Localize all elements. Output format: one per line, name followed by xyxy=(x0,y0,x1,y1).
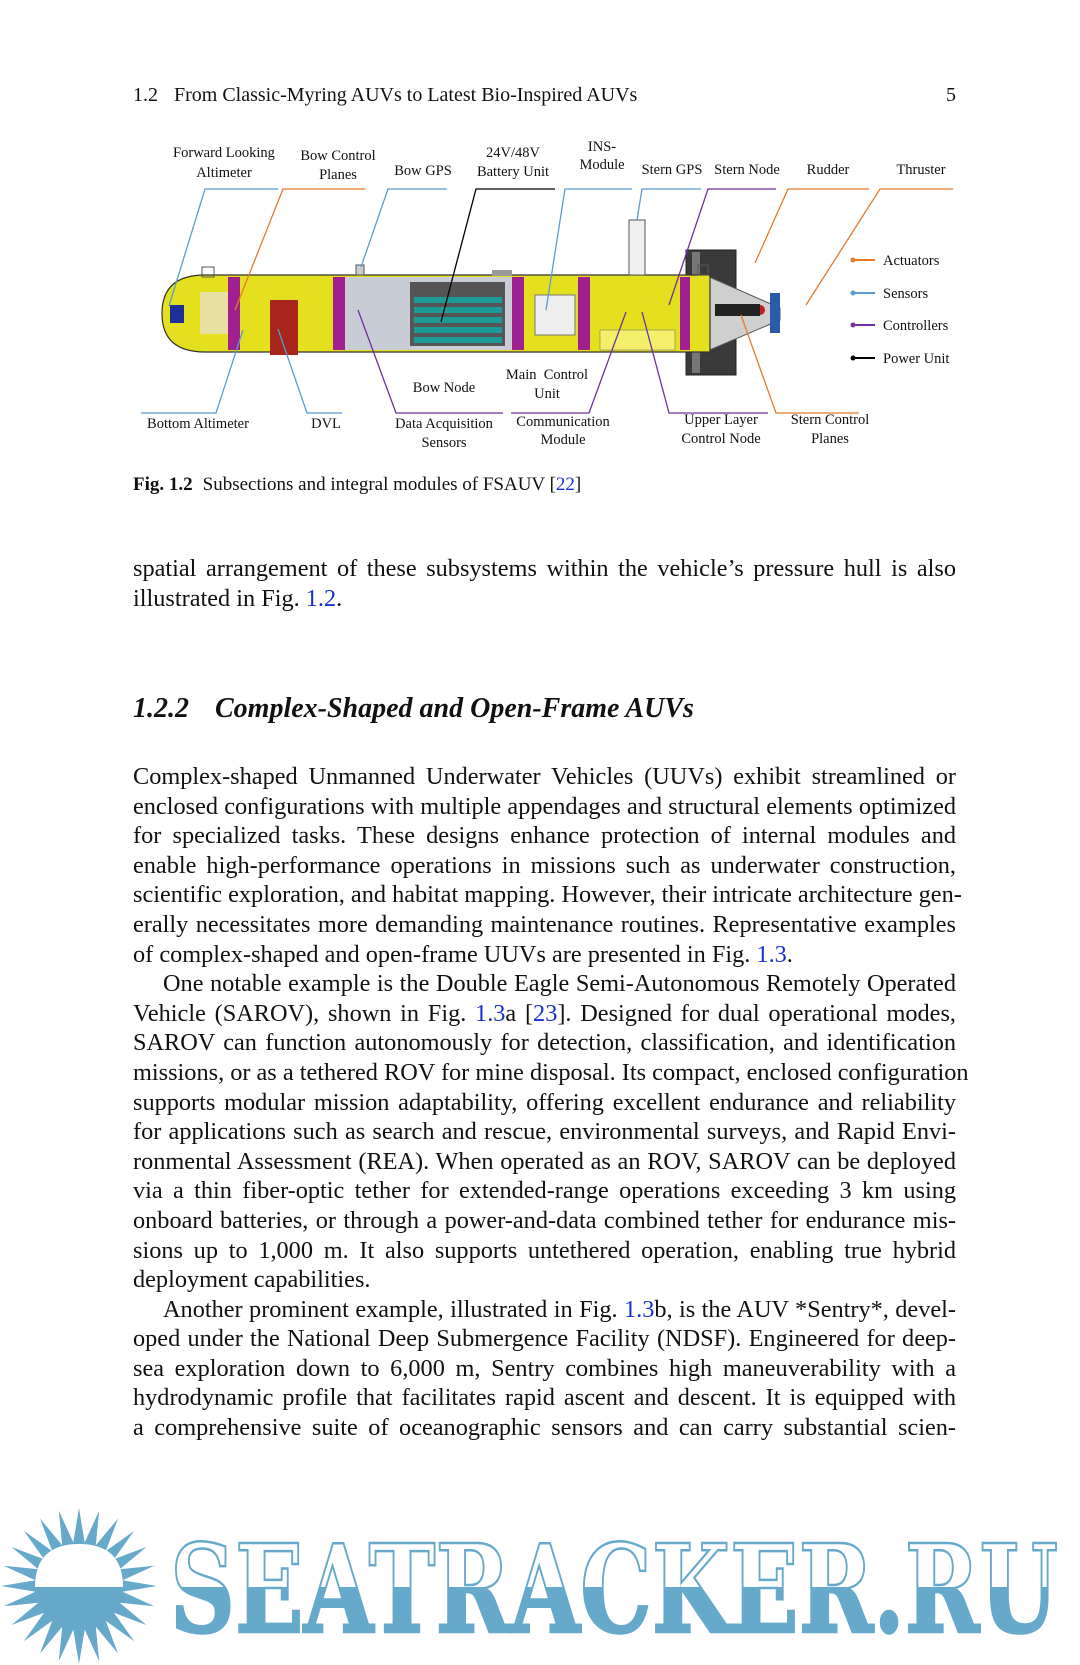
text-line xyxy=(133,880,962,910)
text-line xyxy=(133,999,956,1029)
text-line xyxy=(133,940,956,970)
label-ins-2: Module xyxy=(579,157,625,173)
cross-reference-link[interactable]: 1.3 xyxy=(756,940,787,968)
section-heading xyxy=(133,693,694,725)
text-line xyxy=(133,762,956,792)
text-run: . xyxy=(786,940,793,968)
cross-reference-link[interactable]: 1.3 xyxy=(623,1295,655,1323)
label-bow-control-1: Bow Control xyxy=(300,148,376,164)
text-run: hydrodynamic profile that facilitates rapid ascent and descent. It is equipped with xyxy=(133,1384,956,1412)
text-run: for specialized tasks. These designs enhance protection of internal modules and xyxy=(133,822,956,850)
text-run: oped under the National Deep Submergence Facility (NDSF). Engineered for deep- xyxy=(133,1325,956,1353)
text-run: sions up to 1,000 m. It also supports untethered operation, enabling true hybrid xyxy=(133,1236,956,1264)
label-forward-altimeter-1: Forward Looking xyxy=(173,145,275,161)
label-main-control-2: Unit xyxy=(534,386,560,402)
text-run: sea exploration down to 6,000 m, Sentry combines high maneuverability with a xyxy=(133,1354,956,1382)
text-run: for applications such as search and rescue, environmental surveys, and Rapid Envi- xyxy=(133,1118,956,1146)
text-line xyxy=(133,792,956,822)
text-run: enclosed configurations with multiple appendages and structural elements optimized xyxy=(133,792,956,820)
auv-figure xyxy=(120,130,960,460)
text-run: One notable example is the Double Eagle Semi-Autonomous Remotely Operated xyxy=(163,970,956,998)
bottom-labels xyxy=(147,367,869,451)
intro-paragraph xyxy=(133,554,956,613)
text-run: Another prominent example, illustrated in Fig. xyxy=(163,1295,624,1323)
text-run: Complex-shaped Unmanned Underwater Vehicles (UUVs) exhibit streamlined or xyxy=(133,763,956,790)
cross-reference-link[interactable]: 1.3 xyxy=(475,999,506,1027)
text-line xyxy=(133,1295,956,1325)
text-line xyxy=(133,554,956,584)
label-bow-control-2: Planes xyxy=(319,167,357,183)
label-forward-altimeter-2: Altimeter xyxy=(196,165,252,181)
legend-marker xyxy=(851,291,856,296)
legend-label: Actuators xyxy=(883,253,940,269)
text-line xyxy=(133,1413,956,1443)
text-run: missions, or as a tethered ROV for mine disposal. Its compact, enclosed configuration xyxy=(133,1058,969,1086)
label-stern-node: Stern Node xyxy=(714,162,780,178)
text-run: scientific exploration, and habitat mapping. However, their intricate architecture gen- xyxy=(133,881,962,909)
legend-marker xyxy=(851,258,856,263)
label-rudder: Rudder xyxy=(806,162,850,178)
text-run: spatial arrangement of these subsystems within the vehicle’s pressure hull is also xyxy=(133,555,956,582)
text-line xyxy=(133,851,956,881)
text-line xyxy=(133,1117,956,1147)
text-line xyxy=(133,1354,956,1384)
text-line xyxy=(133,1176,956,1206)
label-bow-gps: Bow GPS xyxy=(394,163,452,179)
text-run: deployment capabilities. xyxy=(133,1266,371,1294)
text-run: a comprehensive suite of oceanographic sensors and can carry substantial scien- xyxy=(133,1414,956,1442)
heading-title: Complex-Shaped and Open-Frame AUVs xyxy=(215,693,694,724)
label-data-acquisition-2: Sensors xyxy=(421,435,467,451)
label-bow-node: Bow Node xyxy=(412,380,476,396)
sun-icon xyxy=(1,1508,157,1664)
text-line xyxy=(133,910,956,940)
text-run: b, is the AUV *Sentry*, devel- xyxy=(654,1295,956,1323)
label-stern-control-1: Stern Control xyxy=(790,412,870,428)
label-battery-1: 24V/48V xyxy=(486,145,540,161)
text-line xyxy=(133,584,956,614)
text-run: ]. Designed for dual operational modes, xyxy=(557,999,956,1027)
figure-caption: Fig. 1.2 Subsections and integral modules of FSAUV [22] xyxy=(133,474,582,495)
label-communication-2: Module xyxy=(540,432,586,448)
text-line xyxy=(133,1324,956,1354)
text-line xyxy=(133,1383,956,1413)
citation-link[interactable]: 22 xyxy=(555,474,575,495)
label-battery-2: Battery Unit xyxy=(476,164,550,180)
label-data-acquisition-1: Data Acquisition xyxy=(395,416,493,432)
text-run: ronmental Assessment (REA). When operated as an ROV, SAROV can be deployed xyxy=(133,1147,956,1175)
legend-label: Power Unit xyxy=(883,351,950,367)
cross-reference-link[interactable]: 1.2 xyxy=(305,584,337,612)
text-run: a [ xyxy=(505,999,534,1027)
text-run: via a thin fiber-optic tether for extended-range operations exceeding 3 km using xyxy=(133,1177,956,1205)
text-line xyxy=(133,1206,956,1236)
page-number: 5 xyxy=(946,84,956,106)
text-run: erally necessitates more demanding maintenance routines. Representative examples xyxy=(133,910,956,938)
running-head-title xyxy=(133,84,637,107)
section-title: From Classic-Myring AUVs to Latest Bio-Inspired AUVs xyxy=(174,84,638,106)
label-ins-1: INS- xyxy=(587,139,617,155)
watermark-logo xyxy=(0,1490,1080,1665)
label-thruster: Thruster xyxy=(896,162,946,178)
text-run: onboard batteries, or through a power-and-data combined tether for endurance mis- xyxy=(133,1206,956,1234)
auv-hull-drawing xyxy=(162,220,780,375)
caption-text: Subsections and integral modules of FSAUV xyxy=(202,474,550,495)
label-upper-layer-1: Upper Layer xyxy=(684,412,758,428)
label-main-control-1: Main Control xyxy=(505,367,589,383)
body-text xyxy=(133,762,969,1443)
text-line xyxy=(133,1088,956,1118)
text-line xyxy=(133,1147,956,1177)
text-run: illustrated in Fig. xyxy=(133,584,306,612)
legend-label: Controllers xyxy=(883,318,949,334)
label-communication-1: Communication xyxy=(516,414,610,430)
text-run: supports modular mission adaptability, offering excellent endurance and reliability xyxy=(133,1088,956,1116)
label-stern-control-2: Planes xyxy=(811,431,849,447)
caption-label: Fig. 1.2 xyxy=(133,474,193,495)
text-line xyxy=(133,1236,956,1266)
label-dvl: DVL xyxy=(311,416,341,432)
text-line xyxy=(133,1058,969,1088)
label-stern-gps: Stern GPS xyxy=(641,162,703,178)
legend-marker xyxy=(851,356,856,361)
text-run: . xyxy=(336,584,343,612)
watermark-text: SEATRACKER.RU xyxy=(170,1517,1058,1661)
heading-number: 1.2.2 xyxy=(133,693,189,724)
label-bottom-altimeter: Bottom Altimeter xyxy=(147,416,249,432)
text-run: of complex-shaped and open-frame UUVs are presented in Fig. xyxy=(133,940,757,968)
legend-marker xyxy=(851,323,856,328)
text-line xyxy=(133,821,956,851)
cross-reference-link[interactable]: 23 xyxy=(533,999,558,1027)
label-upper-layer-2: Control Node xyxy=(681,431,761,447)
section-number: 1.2 xyxy=(133,84,158,106)
text-run: SAROV can function autonomously for detection, classification, and identification xyxy=(133,1029,956,1057)
text-line xyxy=(133,1265,956,1295)
text-line xyxy=(133,1028,956,1058)
text-line xyxy=(133,969,956,999)
top-labels xyxy=(173,139,946,183)
running-head xyxy=(133,84,956,107)
legend-label: Sensors xyxy=(883,286,929,302)
text-run: Vehicle (SAROV), shown in Fig. xyxy=(133,999,476,1027)
text-run: enable high-performance operations in missions such as underwater construction, xyxy=(133,851,956,879)
figure-legend xyxy=(851,253,950,367)
